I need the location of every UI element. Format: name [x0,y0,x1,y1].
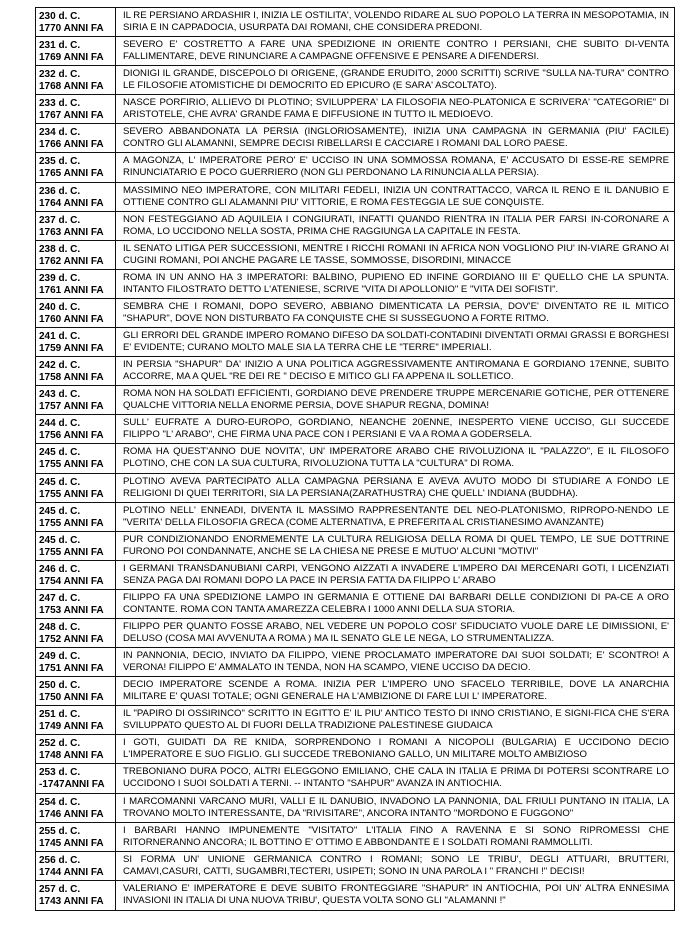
table-row [36,153,674,182]
table-row [36,357,674,386]
table-row [36,590,674,619]
event-text: IN PERSIA "SHAPUR" DA' INIZIO A UNA POLITICA AGGRESSIVAMENTE ANTIROMANA E GORDIANO 17ENNE, SUBITO ACCORRE, MA A QUEL "RE DEI RE " DECISO E MITICO GLI FA APPENA IL SOLLETICO. [123,359,669,383]
table-row [36,735,674,764]
event-cell [116,764,674,792]
year-label: 245 d. C. [39,505,81,517]
years-ago-label: 1759 ANNI FA [39,343,104,355]
table-row [36,328,674,357]
years-ago-label: 1770 ANNI FA [39,23,104,34]
table-row [36,881,674,910]
event-text: SEVERO ABBANDONATA LA PERSIA (INGLORIOSAMENTE), INIZIA UNA CAMPAGNA IN GERMANIA (PIU' FACILE) CONTRO GLI ALAMANNI, SEMPRE DECISI RIBELLARSI E CACCIARE I ROMANI DAL LORO PAESE. [123,126,669,150]
event-text: I GERMANI TRANSDANUBIANI CARPI, VENGONO AIZZATI A INVADERE L'IMPERO DAI MERCENARI GOTI, I LICENZIATI SENZA PAGA DAI ROMANI DOPO LA PACE IN PERSIA FATTA DA FILIPPO L' ARABO [123,562,669,586]
event-cell [116,124,674,152]
event-text: I BARBARI HANNO IMPUNEMENTE "VISITATO" L'ITALIA FINO A RAVENNA E SI SONO RIPROMESSI CHE RITORNERANNO ANCORA; IL BOTTINO E' OTTIMO E ABBONDANTE E I SOLDATI ROMANI RAMMOLLITI. [123,824,669,848]
years-ago-label: 1756 ANNI FA [39,430,104,442]
event-cell [116,706,674,734]
event-text: FILIPPO PER QUANTO FOSSE ARABO, NEL VEDERE UN POPOLO COSI' SFIDUCIATO VUOLE DARE LE DIMISSIONI, E' DELUSO (COSA MAI AVVENUTA A ROMA ) MA IL SENATO GLE LE NEGA, LO STRUMENTALIZZA. [123,620,669,644]
year-label: 256 d. C. [39,854,81,866]
years-ago-label: 1745 ANNI FA [39,837,104,849]
years-ago-label: 1755 ANNI FA [39,459,104,471]
table-row [36,823,674,852]
event-cell [116,270,674,298]
event-text: I GOTI, GUIDATI DA RE KNIDA, SORPRENDONO I ROMANI A NICOPOLI (BULGARIA) E UCCIDONO DECIO L'IMPERATORE E SUO FIGLIO. GLI SUCCEDE TREBONIANO GALLO, UN MILITARE MOLTO AMBIZIOSO [123,737,669,761]
table-row [36,8,674,37]
event-text: NASCE PORFIRIO, ALLIEVO DI PLOTINO; SVILUPPERA' LA FILOSOFIA NEO-PLATONICA E SCRIVERA' "CATEGORIE" DI ARISTOTELE, CHE AVRA' GRANDE FAMA E DIFFUSIONE IN TUTTO IL MEDIOEVO. [123,97,669,121]
year-label: 253 d. C. [39,767,81,779]
years-ago-label: -1747ANNI FA [39,779,105,791]
date-cell [36,590,116,618]
year-label: 241 d. C. [39,331,81,343]
years-ago-label: 1761 ANNI FA [39,284,104,296]
year-label: 231 d. C. [39,40,81,52]
event-cell [116,794,674,822]
table-row [36,503,674,532]
event-text: ROMA IN UN ANNO HA 3 IMPERATORI: BALBINO, PUPIENO ED INFINE GORDIANO III E' QUELLO CHE LA SPUNTA. INTANTO FILOSTRATO DETTO L'ATENIESE, SCRIVE "VITA DI APOLLONIO" E "VITA DEI SOFISTI". [123,271,669,295]
event-text: IL SENATO LITIGA PER SUCCESSIONI, MENTRE I RICCHI ROMANI IN AFRICA NON VOGLIONO PIU' IN-VIARE GRANO AI CUGINI ROMANI, POI ANCHE PAGARE LE TASSE, SOMMOSSE, DISORDINI, MINACCE [123,242,669,266]
years-ago-label: 1750 ANNI FA [39,692,104,704]
table-row [36,95,674,124]
years-ago-label: 1755 ANNI FA [39,488,104,500]
year-label: 230 d. C. [39,11,81,22]
years-ago-label: 1752 ANNI FA [39,633,104,645]
table-row [36,648,674,677]
event-cell [116,444,674,472]
date-cell [36,794,116,822]
table-row [36,241,674,270]
event-text: SEMBRA CHE I ROMANI, DOPO SEVERO, ABBIANO DIMENTICATA LA PERSIA, DOV'E' DIVENTATO RE IL MITICO "SHAPUR", DOVE NON DISTURBATO FA CONQUISTE CHE SI SUSSEGUONO A FORTE RITMO. [123,300,669,324]
years-ago-label: 1765 ANNI FA [39,168,104,180]
event-cell [116,66,674,94]
years-ago-label: 1766 ANNI FA [39,139,104,151]
event-cell [116,183,674,211]
year-label: 239 d. C. [39,272,81,284]
years-ago-label: 1743 ANNI FA [39,895,104,907]
date-cell [36,241,116,269]
event-cell [116,415,674,443]
event-text: VALERIANO E' IMPERATORE E DEVE SUBITO FRONTEGGIARE "SHAPUR" IN ANTIOCHIA, POI UN' ALTRA ENNESIMA INVASIONI IN ITALIA DI UNA NUOVA TRIBU', QUESTA VOLTA SONO GLI "ALAMANNI !" [123,882,669,906]
years-ago-label: 1751 ANNI FA [39,663,104,675]
event-text: I MARCOMANNI VARCANO MURI, VALLI E IL DANUBIO, INVADONO LA PANNONIA, DAL FRIULI PUNTANO IN ITALIA, LA TROVANO MOLTO INTERESSANTE, DA "RIVISITARE", ANCORA INTANTO "MORDONO E FUGGONO" [123,795,669,819]
year-label: 250 d. C. [39,680,81,692]
date-cell [36,881,116,910]
event-text: PLOTINO AVEVA PARTECIPATO ALLA CAMPAGNA PERSIANA E AVEVA AVUTO MODO DI STUDIARE A FONDO LE RELIGIONI DI QUEI TERRITORI, SIA LA PERSIANA(ZARATHUSTRA) CHE QUELL' INDIANA (BUDDHA). [123,475,669,499]
year-label: 245 d. C. [39,447,81,459]
table-row [36,764,674,793]
date-cell [36,299,116,327]
year-label: 243 d. C. [39,389,81,401]
event-cell [116,590,674,618]
event-text: PUR CONDIZIONANDO ENORMEMENTE LA CULTURA RELIGIOSA DELLA ROMA DI QUEL TEMPO, LE SUE DOTTRINE FURONO POI CONDANNATE, ANCHE SE LA CHIESA NE PRESE E MUTUO' ALCUNI "MOTIVI" [123,533,669,557]
year-label: 255 d. C. [39,825,81,837]
years-ago-label: 1753 ANNI FA [39,604,104,616]
years-ago-label: 1755 ANNI FA [39,517,104,529]
date-cell [36,706,116,734]
event-cell [116,852,674,880]
date-cell [36,328,116,356]
years-ago-label: 1744 ANNI FA [39,866,104,878]
date-cell [36,648,116,676]
years-ago-label: 1754 ANNI FA [39,575,104,587]
date-cell [36,619,116,647]
years-ago-label: 1748 ANNI FA [39,750,104,762]
years-ago-label: 1760 ANNI FA [39,313,104,325]
years-ago-label: 1764 ANNI FA [39,197,104,209]
year-label: 252 d. C. [39,738,81,750]
year-label: 245 d. C. [39,534,81,546]
date-cell [36,735,116,763]
date-cell [36,357,116,385]
year-label: 251 d. C. [39,709,81,721]
event-text: NON FESTEGGIANO AD AQUILEIA I CONGIURATI, INFATTI QUANDO RIENTRA IN ITALIA PER FARSI IN-CORONARE A ROMA, LO UCCIDONO NELLA SOSTA, PRIMA CHE RAGGIUNGA LA CAPITALE IN FESTA. [123,213,669,237]
event-text: SEVERO E' COSTRETTO A FARE UNA SPEDIZIONE IN ORIENTE CONTRO I PERSIANI, CHE SUBITO DI-VENTA FALLIMENTARE, DEVE RINUNCIARE A CAMPAGNE OFFENSIVE E PENSARE A DIFENDERSI. [123,39,669,63]
event-text: A MAGONZA, L' IMPERATORE PERO' E' UCCISO IN UNA SOMMOSSA ROMANA, E' ACCUSATO DI ESSE-RE SEMPRE RINUNCIATARIO E POCO GUERRIERO (NON GLI PERDONANO LA RINUNCIA ALLA PERSIA). [123,155,669,179]
event-text: SULL' EUFRATE A DURO-EUROPO, GORDIANO, NEANCHE 20ENNE, INESPERTO VIENE UCCISO, GLI SUCCEDE FILIPPO "L' ARABO", CHE FIRMA UNA PACE CON I PERSIANI E VA A ROMA A GODERSELA. [123,417,669,441]
event-text: TREBONIANO DURA POCO, ALTRI ELEGGONO EMILIANO, CHE CALA IN ITALIA E PRIMA DI POTERSI SCONTRARE LO UCCIDONO I SUOI SOLDATI A TERNI. -- INTANTO "SAHPUR" AVANZA IN ANTIOCHIA. [123,766,669,790]
year-label: 232 d. C. [39,69,81,81]
date-cell [36,764,116,792]
table-row [36,212,674,241]
event-cell [116,37,674,65]
year-label: 237 d. C. [39,214,81,226]
table-row [36,37,674,66]
year-label: 245 d. C. [39,476,81,488]
date-cell [36,212,116,240]
years-ago-label: 1755 ANNI FA [39,546,104,558]
year-label: 236 d. C. [39,185,81,197]
table-row [36,852,674,881]
event-text: FILIPPO FA UNA SPEDIZIONE LAMPO IN GERMANIA E OTTIENE DAI BARBARI DELLE CONDIZIONI DI PA-CE A ORO CONTANTE. ROMA CON TANTA AMAREZZA CELEBRA I 1000 ANNI DELLA SUA STORIA. [123,591,669,615]
year-label: 248 d. C. [39,621,81,633]
years-ago-label: 1749 ANNI FA [39,721,104,733]
event-text: IL "PAPIRO DI OSSIRINCO" SCRITTO IN EGITTO E' IL PIU' ANTICO TESTO DI INNO CRISTIANO, E SIGNI-FICA CHE S'ERA SVILUPPATO QUESTO AL DI FUORI DELLA TRADIZIONE PALESTINESE GIUDAICA [123,708,669,732]
event-cell [116,95,674,123]
table-row [36,415,674,444]
event-cell [116,619,674,647]
chronology-table [35,7,675,911]
date-cell [36,8,116,36]
date-cell [36,532,116,560]
year-label: 257 d. C. [39,883,81,895]
years-ago-label: 1762 ANNI FA [39,255,104,267]
event-text: GLI ERRORI DEL GRANDE IMPERO ROMANO DIFESO DA SOLDATI-CONTADINI DIVENTATI ORMAI GRASSI E BORGHESI E' EVIDENTE; CURANO MOLTO MALE SIA LA TERRA CHE LE "TERRE" IMPERIALI. [123,330,669,354]
table-row [36,124,674,153]
date-cell [36,823,116,851]
years-ago-label: 1767 ANNI FA [39,110,104,122]
table-row [36,66,674,95]
year-label: 249 d. C. [39,651,81,663]
event-cell [116,823,674,851]
date-cell [36,444,116,472]
event-cell [116,299,674,327]
event-cell [116,648,674,676]
table-row [36,444,674,473]
table-row [36,794,674,823]
year-label: 246 d. C. [39,563,81,575]
table-row [36,532,674,561]
year-label: 244 d. C. [39,418,81,430]
table-row [36,619,674,648]
table-row [36,270,674,299]
date-cell [36,66,116,94]
year-label: 240 d. C. [39,301,81,313]
date-cell [36,852,116,880]
event-cell [116,212,674,240]
table-row [36,299,674,328]
event-cell [116,561,674,589]
event-text: SI FORMA UN' UNIONE GERMANICA CONTRO I ROMANI; SONO LE TRIBU', DEGLI ATTUARI, BRUTTERI, CAMAVI,CASURI, CATTI, SUGAMBRI,TECTERI, USIPETI; SONO IN UNA PAROLA I " FRANCHI !" DECISI! [123,853,669,877]
date-cell [36,677,116,705]
event-text: ROMA HA QUEST'ANNO DUE NOVITA', UN' IMPERATORE ARABO CHE RIVOLUZIONA IL "PALAZZO", E IL FILOSOFO PLOTINO, CHE CON LA SUA CULTURA, RIVOLUZIONA TUTTA LA "CULTURA" DI ROMA. [123,446,669,470]
event-cell [116,328,674,356]
date-cell [36,561,116,589]
event-text: DECIO IMPERATORE SCENDE A ROMA. INIZIA PER L'IMPERO UNO SFACELO TERRIBILE, DOVE LA ANARCHIA MILITARE E' QUASI TOTALE; OGNI GENERALE HA L'AMBIZIONE DI FARE LUI L' IMPERATORE. [123,679,669,703]
date-cell [36,153,116,181]
year-label: 247 d. C. [39,592,81,604]
table-row [36,677,674,706]
date-cell [36,270,116,298]
event-text: IL RE PERSIANO ARDASHIR I, INIZIA LE OSTILITA', VOLENDO RIDARE AL SUO POPOLO LA TERRA IN MESOPOTAMIA, IN SIRIA E IN CAPPADOCIA, USURPATA DAI ROMANI, CHE CONSIDERA PREDONI. [123,10,669,33]
date-cell [36,95,116,123]
years-ago-label: 1746 ANNI FA [39,808,104,820]
date-cell [36,386,116,414]
years-ago-label: 1758 ANNI FA [39,372,104,384]
year-label: 238 d. C. [39,243,81,255]
year-label: 233 d. C. [39,98,81,110]
event-text: ROMA NON HA SOLDATI EFFICIENTI, GORDIANO DEVE PRENDERE TRUPPE MERCENARIE GOTICHE, PER OTTENERE QUALCHE VITTORIA NELLA ENORME PERSIA, DOVE SHAPUR REGNA, DOMINA! [123,388,669,412]
event-cell [116,735,674,763]
event-cell [116,881,674,910]
table-row [36,474,674,503]
event-text: DIONIGI IL GRANDE, DISCEPOLO DI ORIGENE, (GRANDE ERUDITO, 2000 SCRITTI) SCRIVE "SULLA NA-TURA" CONTRO LE FILOSOFIE ATOMISTICHE DI DEMOCRITO ED EPICURO (E SARA' ASCOLTATO). [123,68,669,92]
event-cell [116,474,674,502]
event-cell [116,241,674,269]
table-row [36,386,674,415]
table-row [36,561,674,590]
date-cell [36,503,116,531]
event-cell [116,532,674,560]
years-ago-label: 1769 ANNI FA [39,52,104,64]
date-cell [36,37,116,65]
table-row [36,706,674,735]
date-cell [36,415,116,443]
date-cell [36,183,116,211]
date-cell [36,474,116,502]
year-label: 254 d. C. [39,796,81,808]
event-cell [116,386,674,414]
event-cell [116,8,674,36]
event-text: PLOTINO NELL' ENNEADI, DIVENTA IL MASSIMO RAPPRESENTANTE DEL NEO-PLATONISMO, RIPROPO-NENDO LE "VERITA' DELLA FILOSOFIA GRECA (COME ALTERNATIVA, E PREFERITA AL CRISTIANESIMO AVANZANTE) [123,504,669,528]
years-ago-label: 1763 ANNI FA [39,226,104,238]
event-cell [116,503,674,531]
table-row [36,183,674,212]
event-text: MASSIMINO NEO IMPERATORE, CON MILITARI FEDELI, INIZIA UN CONTRATTACCO, VARCA IL RENO E IL DANUBIO E OTTIENE CONTRO GLI ALAMANNI PIU' VITTORIE, E ROMA FESTEGGIA LE SUE CONQUISTE. [123,184,669,208]
date-cell [36,124,116,152]
years-ago-label: 1757 ANNI FA [39,401,104,413]
year-label: 242 d. C. [39,360,81,372]
event-cell [116,153,674,181]
year-label: 235 d. C. [39,156,81,168]
years-ago-label: 1768 ANNI FA [39,81,104,93]
event-text: IN PANNONIA, DECIO, INVIATO DA FILIPPO, VIENE PROCLAMATO IMPERATORE DAI SUOI SOLDATI; E' SCONTRO! A VERONA! FILIPPO E' AMMALATO IN TENDA, NON HA SCAMPO, VIENE UCCISO DA DECIO. [123,650,669,674]
event-cell [116,677,674,705]
year-label: 234 d. C. [39,127,81,139]
event-cell [116,357,674,385]
